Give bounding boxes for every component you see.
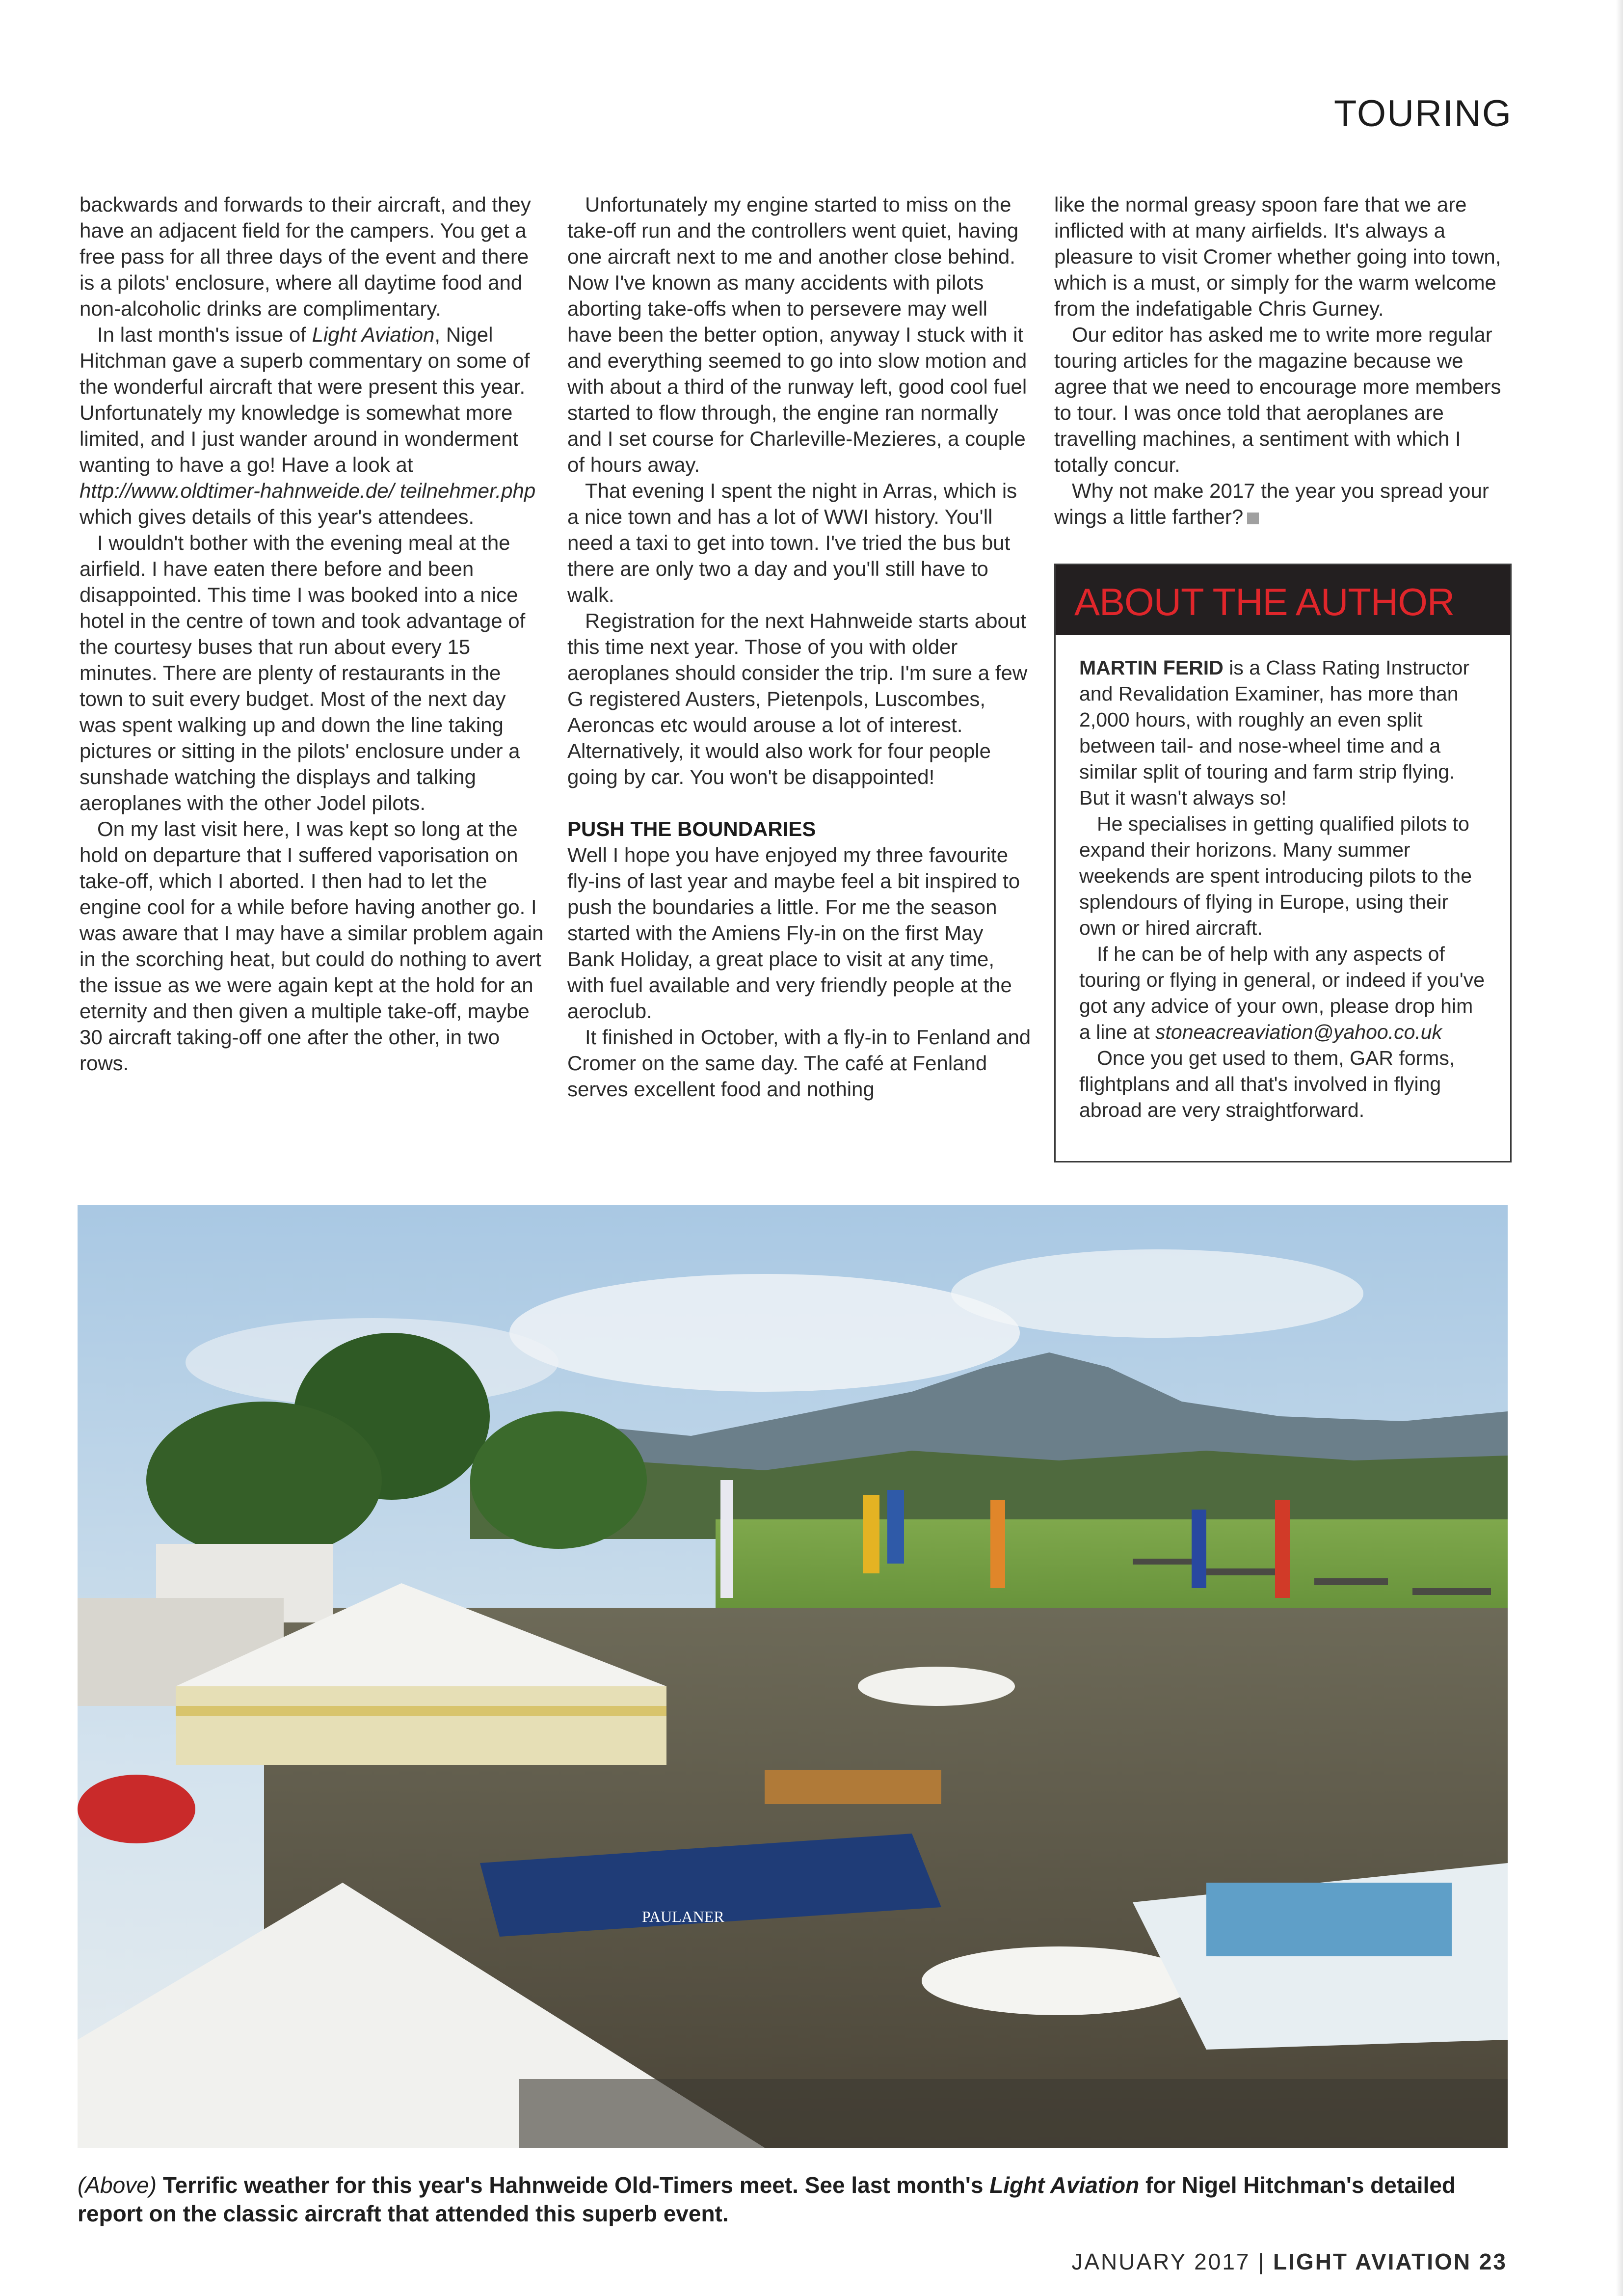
section-title: TOURING: [1333, 93, 1512, 135]
paragraph: Why not make 2017 the year you spread your wings a little farther?: [1054, 479, 1489, 528]
paragraph: Once you get used to them, GAR forms, flightplans and all that's involved in flying abroad are very straightforward.: [1079, 1047, 1455, 1121]
paragraph: Unfortunately my engine started to miss on the take-off run and the controllers went quiet, having one aircraft next to me and another close behind. Now I've known as many accidents with pilots aborting take-offs when to persevere may well have been the better option, anyway I stuck with it and everything seemed to go into slow motion and with about a third of the runway left, good cool fuel started to flow through, the engine ran normally and I set course for Charleville-Mezieres, a couple of hours away.: [567, 193, 1027, 476]
about-the-author-box: [1054, 564, 1512, 1162]
tree: [146, 1402, 382, 1559]
umbrella: [858, 1667, 1015, 1706]
cloud: [951, 1249, 1363, 1338]
email-link[interactable]: stoneacreaviation@yahoo.co.uk: [1155, 1021, 1442, 1043]
paragraph: He specialises in getting qualified pilots to expand their horizons. Many summer weekends are spent introducing pilots to the splendours of flying in Europe, using their own or hired aircraft.: [1079, 812, 1472, 939]
red-flowers: [78, 1775, 195, 1843]
paulaner-banner: PAULANER: [642, 1908, 724, 1925]
white-tent-wall: [176, 1686, 666, 1765]
beer-tables: [765, 1770, 941, 1804]
caption-lead: (Above): [78, 2172, 157, 2198]
author-box-header: [1056, 565, 1510, 635]
article-column-3: [1054, 191, 1516, 530]
paragraph: MARTIN FERID is a Class Rating Instructor and Revalidation Examiner, has more than 2,000 hours, with roughly an even split between tail- and nose-wheel time and a similar split of touring and farm strip flying. But it wasn't always so!: [1079, 656, 1470, 809]
website-link[interactable]: http://www.oldtimer-hahnweide.de/ teilnehmer.php: [80, 479, 536, 502]
cloud: [509, 1274, 1020, 1392]
author-name: MARTIN FERID: [1079, 656, 1224, 679]
event-photo: [78, 1205, 1508, 2148]
paragraph: On my last visit here, I was kept so long at the hold on departure that I suffered vaporisation on take-off, which I aborted. I then had to let the engine cool for a while before having another go. I was aware that I may have a similar problem again in the scorching heat, but could do nothing to avert the issue as we were again kept at the hold for an eternity and then given a multiple take-off, maybe 30 aircraft taking-off one after the other, in two rows.: [80, 817, 544, 1075]
paragraph: Our editor has asked me to write more regular touring articles for the magazine because we agree that we need to encourage more members to tour. I was once told that aeroplanes are travelling machines, a sentiment with which I totally concur.: [1054, 323, 1501, 476]
paragraph: It finished in October, with a fly-in to Fenland and Cromer on the same day. The café at Fenland serves excellent food and nothing: [567, 1026, 1031, 1101]
tent-stripe: [176, 1706, 666, 1716]
paragraph: That evening I spent the night in Arras, which is a nice town and has a lot of WWI history. You'll need a taxi to get into town. I've tried the bus but there are only two a day and you'll still have to walk.: [567, 479, 1017, 606]
umbrella: [922, 1946, 1197, 2015]
ground-shadow: [519, 2079, 1508, 2148]
paragraph: backwards and forwards to their aircraft, and they have an adjacent field for the campers. You get a free pass for all three days of the event and there is a pilots' enclosure, where all daytime food and non-alcoholic drinks are complimentary.: [80, 193, 531, 320]
subheading: PUSH THE BOUNDARIES: [567, 817, 816, 840]
article-column-1: [80, 191, 546, 1076]
photo-caption: (Above) Terrific weather for this year's Hahnweide Old-Timers meet. See last month's Light Aviation for Nigel Hitchman's detailed report on the classic aircraft that attended this superb event.: [78, 2172, 1456, 2226]
paragraph: Well I hope you have enjoyed my three favourite fly-ins of last year and maybe feel a bit inspired to push the boundaries a little. For me the season started with the Amiens Fly-in on the first May Bank Holiday, a great place to visit at any time, with fuel available and very friendly people at the aeroclub.: [567, 843, 1020, 1023]
paragraph: Registration for the next Hahnweide starts about this time next year. Those of you with older aeroplanes should consider the trip. I'm sure a few G registered Austers, Pietenpols, Luscombes, Aeroncas etc would arouse a lot of interest. Alternatively, it would also work for four people going by car. You won't be disappointed!: [567, 609, 1028, 788]
article-column-2: [567, 191, 1034, 1102]
author-box-body: [1056, 635, 1510, 1123]
publication-name: LIGHT AVIATION: [1273, 2249, 1472, 2274]
issue-date: JANUARY 2017: [1071, 2249, 1251, 2274]
page-folio: JANUARY 2017 | LIGHT AVIATION 23: [1071, 2249, 1507, 2274]
end-mark-icon: [1247, 513, 1259, 524]
paragraph: like the normal greasy spoon fare that we are inflicted with at many airfields. It's always a pleasure to visit Cromer whether going into town, which is a must, or simply for the warm welcome from the indefatigable Chris Gurney.: [1054, 193, 1501, 320]
paragraph: In last month's issue of Light Aviation, Nigel Hitchman gave a superb commentary on some of the wonderful aircraft that were present this year. Unfortunately my knowledge is somewhat more limited, and I just wander around in wonderment wanting to have a go! Have a look at http://www.oldtimer-hahnweide.de/ teilnehmer.php which gives details of this year's attendees.: [80, 323, 536, 528]
page-number: 23: [1479, 2249, 1507, 2274]
page-edge: [1616, 0, 1623, 2296]
paragraph: I wouldn't bother with the evening meal at the airfield. I have eaten there before and been disappointed. This time I was booked into a nice hotel in the centre of town and took advantage of the courtesy buses that run about every 15 minutes. There are plenty of restaurants in the town to suit every budget. Most of the next day was spent walking up and down the line taking pictures or sitting in the pilots' enclosure under a sunshade watching the displays and talking aeroplanes with the other Jodel pilots.: [80, 531, 526, 814]
trailer-artwork: [1206, 1883, 1452, 1956]
tree: [470, 1411, 647, 1549]
author-box-heading: ABOUT THE AUTHOR: [1074, 580, 1455, 623]
paragraph: If he can be of help with any aspects of touring or flying in general, or indeed if you've got any advice of your own, please drop him a line at stoneacreaviation@yahoo.co.uk: [1079, 943, 1485, 1043]
